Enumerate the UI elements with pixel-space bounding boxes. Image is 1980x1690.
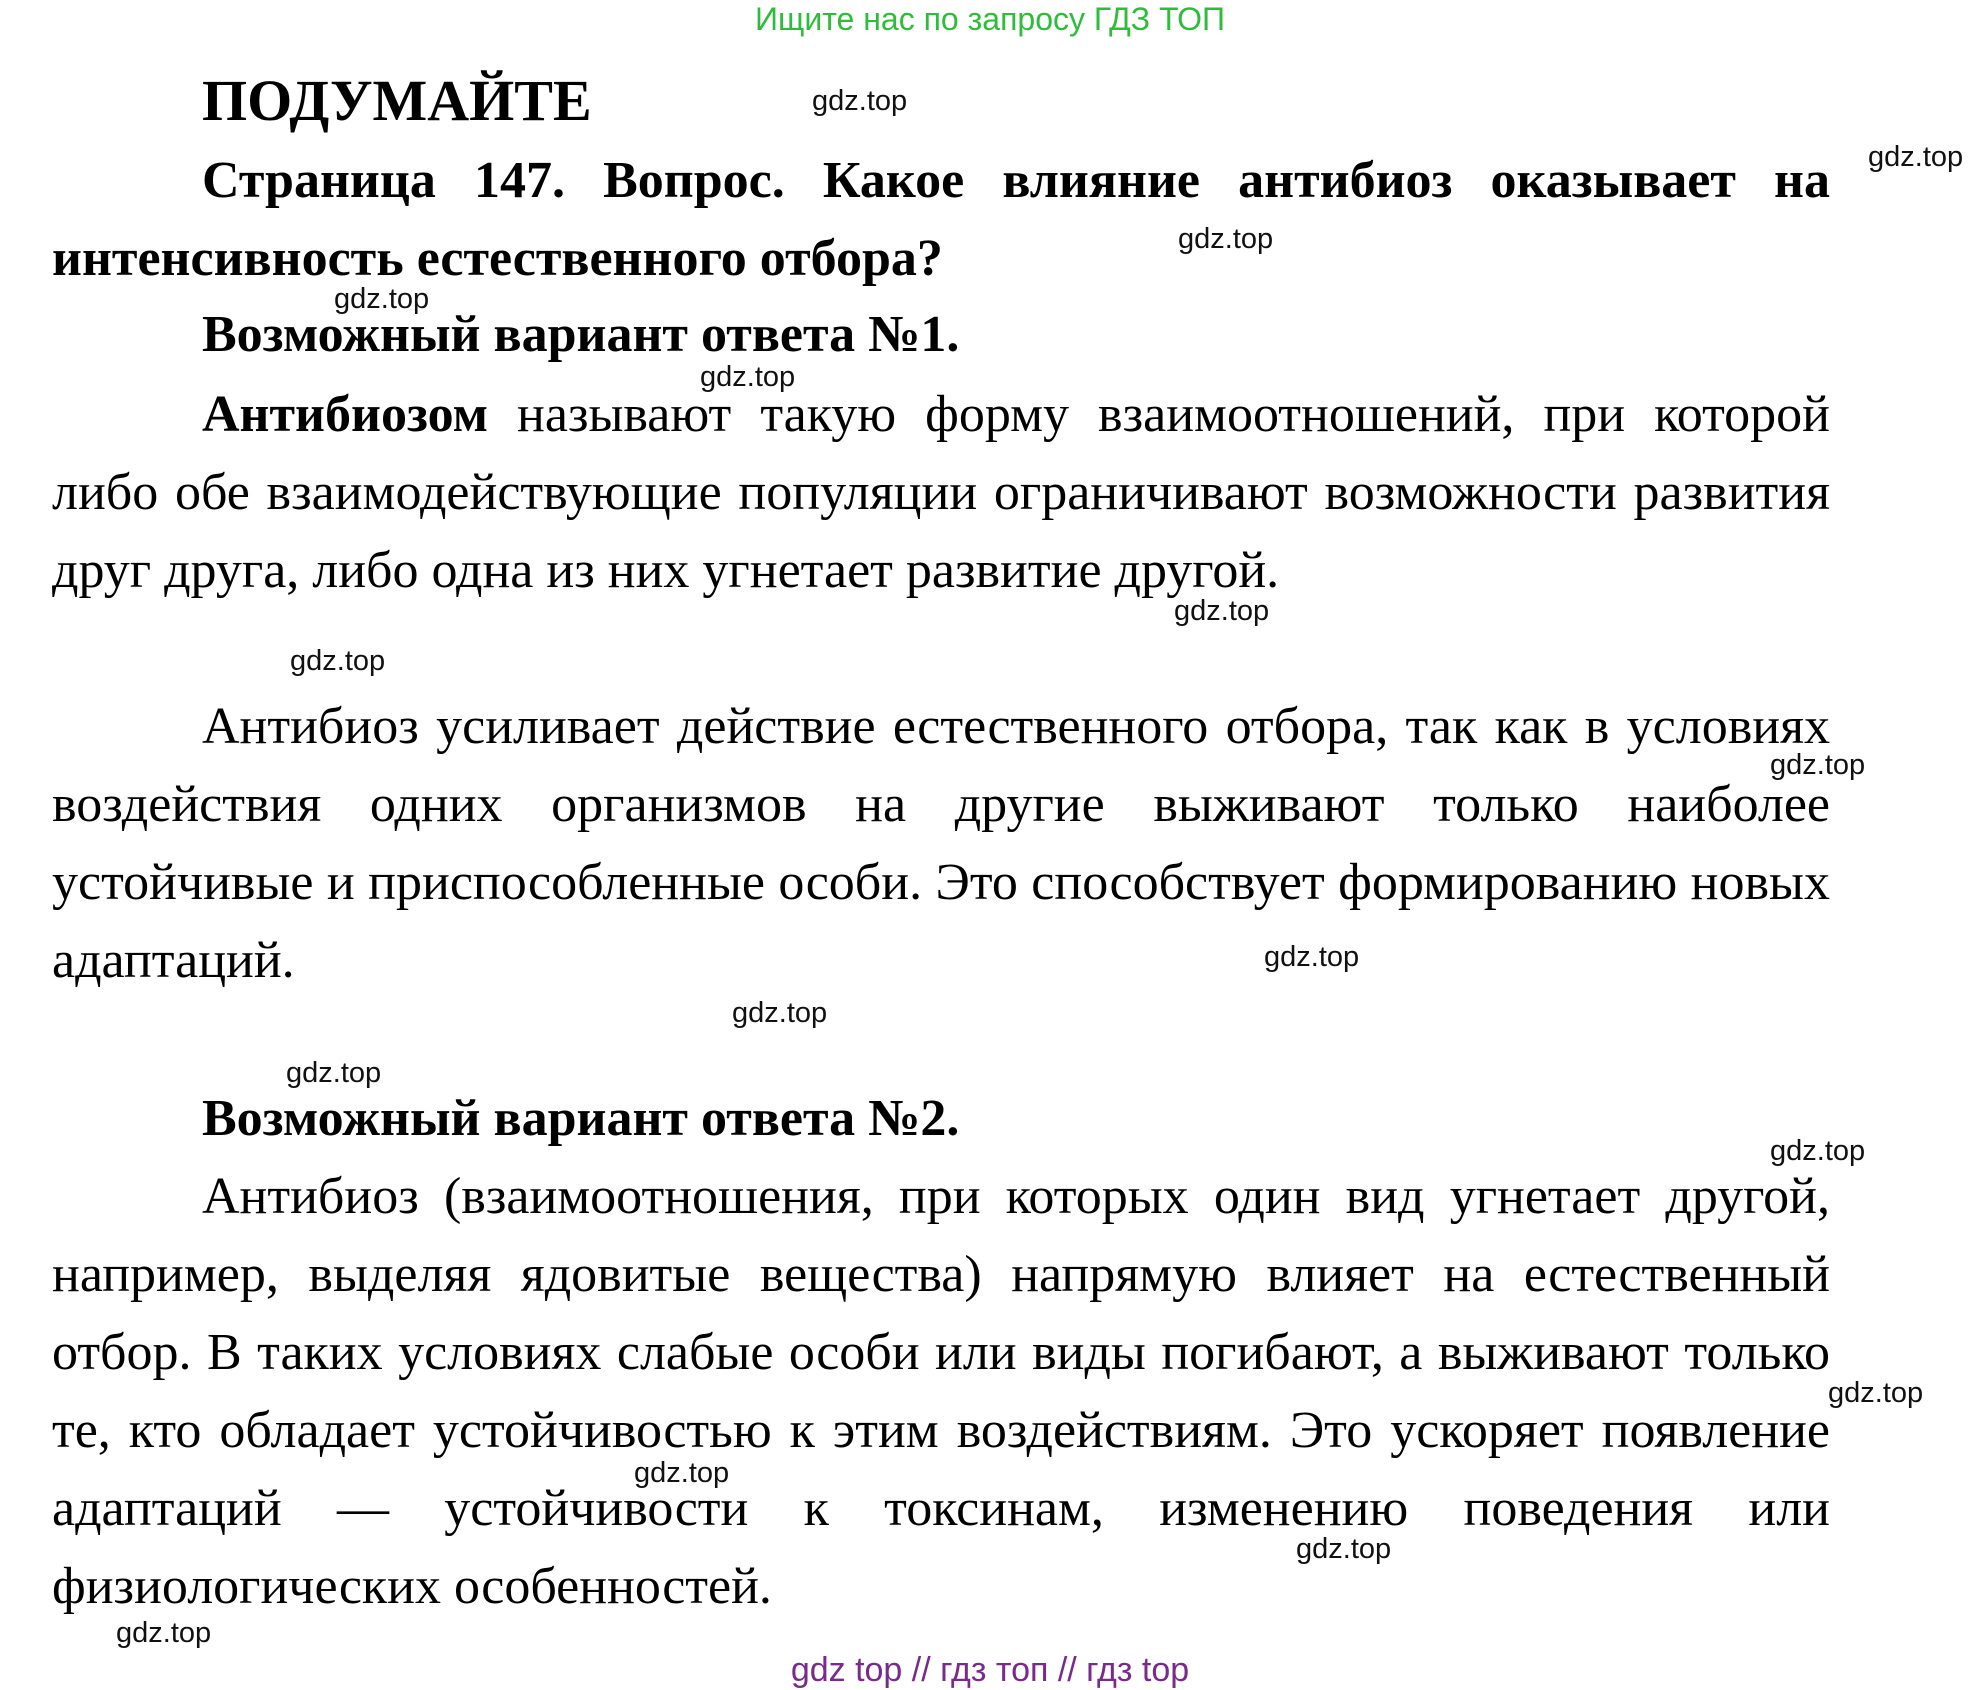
watermark: gdz.top xyxy=(1828,1377,1924,1409)
watermark: gdz.top xyxy=(732,997,828,1029)
search-banner: Ищите нас по запросу ГДЗ ТОП xyxy=(755,1,1225,37)
answer-1-term: Антибиозом xyxy=(202,386,488,443)
watermark: gdz.top xyxy=(1770,749,1866,781)
watermark: gdz.top xyxy=(290,645,386,677)
watermark: gdz.top xyxy=(286,1057,382,1089)
watermark: gdz.top xyxy=(1296,1533,1392,1565)
answer-1-paragraph-1 xyxy=(52,376,1830,610)
answer-2-title: Возможный вариант ответа №2. xyxy=(202,1090,960,1147)
watermark: gdz.top xyxy=(1174,595,1270,627)
watermark: gdz.top xyxy=(700,361,796,393)
watermark: gdz.top xyxy=(634,1457,730,1489)
watermark: gdz.top xyxy=(1178,223,1274,255)
watermark: gdz.top xyxy=(1868,141,1964,173)
footer-watermark: gdz top // гдз топ // гдз top xyxy=(790,1651,1190,1689)
answer-1-title: Возможный вариант ответа №1. xyxy=(202,306,960,363)
watermark: gdz.top xyxy=(1264,941,1360,973)
watermark: gdz.top xyxy=(116,1617,212,1649)
question-text: Страница 147. Вопрос. Какое влияние антибиоз оказывает на интенсивность естественного отбора? xyxy=(52,152,1830,287)
section-heading: ПОДУМАЙТЕ xyxy=(202,68,592,133)
watermark: gdz.top xyxy=(812,85,908,117)
answer-1-paragraph-2: Антибиоз усиливает действие естественного отбора, так как в условиях воздействия одних организмов на другие выживают только наиболее устойчивые и приспособленные особи. Это способствует формированию новых адаптаций. xyxy=(52,698,1830,989)
watermark: gdz.top xyxy=(334,283,430,315)
watermark: gdz.top xyxy=(1770,1135,1866,1167)
answer-2-paragraph-1: Антибиоз (взаимоотношения, при которых один вид угнетает другой, например, выделяя ядовитые вещества) напрямую влияет на естественный отбор. В таких условиях слабые особи или виды погибают, а выживают только те, кто обладает устойчивостью к этим воздействиям. Это ускоряет появление адаптаций — устойчивости к токсинам, изменению поведения или физиологических особенностей. xyxy=(52,1168,1830,1615)
answer-1-definition: называют такую форму взаимоотношений, при которой либо обе взаимодействующие популяции ограничивают возможности развития друг друга, либо одна из них угнетает развитие другой. xyxy=(52,386,1830,599)
